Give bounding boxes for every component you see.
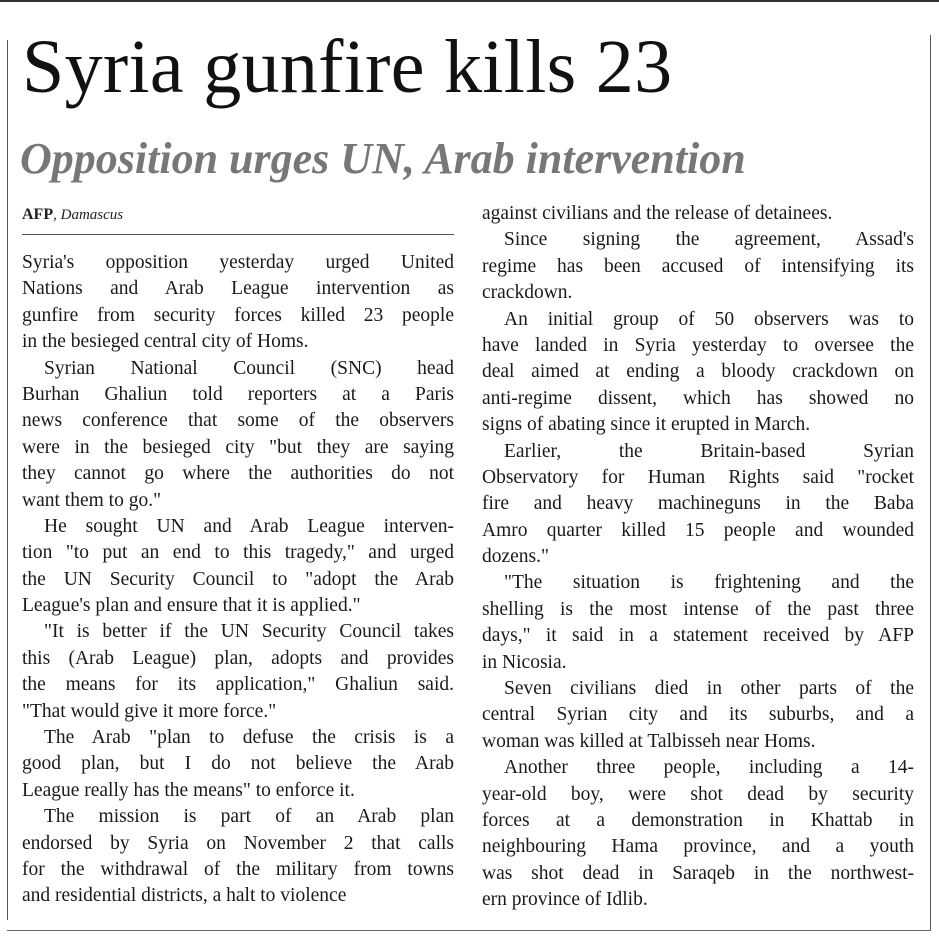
- paragraph-line: the UN Security Council to "adopt the Arab: [22, 568, 454, 590]
- bottom-border-rule: [7, 930, 931, 931]
- paragraph-line: anti-regime dissent, which has showed no: [482, 387, 914, 409]
- paragraph-line: for the withdrawal of the military from towns: [22, 858, 454, 880]
- byline-separator: ,: [53, 207, 57, 223]
- article-paragraph: [22, 250, 454, 356]
- article-paragraph: [482, 201, 914, 227]
- paragraph-line: and residential districts, a halt to violence: [22, 885, 347, 907]
- paragraph-line: The Arab "plan to defuse the crisis is a: [44, 727, 454, 749]
- byline-location: Damascus: [60, 207, 124, 223]
- paragraph-line: "It is better if the UN Security Council takes: [44, 621, 454, 643]
- article-paragraph: [482, 676, 914, 755]
- article-paragraph: [482, 755, 914, 913]
- paragraph-line: in the besieged central city of Homs.: [22, 331, 309, 353]
- paragraph-line: days," it said in a statement received by AFP: [482, 625, 914, 647]
- paragraph-line: Syria's opposition yesterday urged United: [22, 252, 454, 273]
- paragraph-line: Nations and Arab League intervention as: [22, 278, 454, 300]
- paragraph-line: was shot dead in Saraqeb in the northwest-: [482, 862, 914, 884]
- paragraph-line: Seven civilians died in other parts of the: [504, 678, 914, 700]
- paragraph-line: they cannot go where the authorities do not: [22, 463, 454, 485]
- paragraph-line: good plan, but I do not believe the Arab: [22, 753, 454, 775]
- paragraph-line: League's plan and ensure that it is applied.": [22, 595, 361, 617]
- paragraph-line: Amro quarter killed 15 people and wounded: [482, 519, 914, 541]
- article-paragraph: [22, 619, 454, 725]
- paragraph-line: crackdown.: [482, 282, 573, 304]
- article-paragraph: [482, 570, 914, 676]
- article-column-left: [22, 250, 454, 925]
- paragraph-line: central Syrian city and its suburbs, and a: [482, 704, 914, 726]
- paragraph-line: League really has the means" to enforce it.: [22, 779, 355, 801]
- headline: Syria gunfire kills 23: [22, 25, 673, 109]
- paragraph-line: the means for its application," Ghaliun said.: [22, 674, 454, 696]
- paragraph-line: Earlier, the Britain-based Syrian: [504, 440, 914, 462]
- paragraph-line: signs of abating since it erupted in March.: [482, 414, 811, 436]
- article-paragraph: [482, 439, 914, 571]
- paragraph-line: year-old boy, were shot dead by security: [482, 783, 914, 805]
- right-border-rule: [930, 35, 931, 930]
- byline-divider: [22, 234, 454, 235]
- paragraph-line: Another three people, including a 14-: [504, 757, 914, 779]
- paragraph-line: in Nicosia.: [482, 651, 567, 673]
- left-border-rule: [7, 40, 8, 920]
- paragraph-line: gunfire from security forces killed 23 people: [22, 304, 454, 326]
- article-paragraph: [482, 307, 914, 439]
- paragraph-line: Since signing the agreement, Assad's: [504, 229, 914, 251]
- paragraph-line: "That would give it more force.": [22, 700, 277, 722]
- paragraph-line: neighbouring Hama province, and a youth: [482, 836, 914, 858]
- paragraph-line: were in the besieged city "but they are saying: [22, 436, 454, 458]
- paragraph-line: this (Arab League) plan, adopts and provides: [22, 647, 454, 669]
- paragraph-line: dozens.": [482, 546, 549, 568]
- byline-agency: AFP: [22, 206, 54, 223]
- subheadline: Opposition urges UN, Arab intervention: [20, 134, 746, 183]
- paragraph-line: fire and heavy machineguns in the Baba: [482, 493, 914, 515]
- paragraph-line: The mission is part of an Arab plan: [44, 806, 454, 828]
- top-border-rule: [0, 0, 939, 2]
- paragraph-line: "The situation is frightening and the: [504, 572, 914, 594]
- byline: [22, 205, 454, 225]
- article-paragraph: [22, 725, 454, 804]
- article-paragraph: [482, 227, 914, 306]
- paragraph-line: news conference that some of the observers: [22, 410, 454, 432]
- paragraph-line: Syrian National Council (SNC) head: [44, 357, 454, 379]
- article-paragraph: [22, 804, 454, 910]
- paragraph-line: woman was killed at Talbisseh near Homs.: [482, 730, 816, 752]
- paragraph-line: forces at a demonstration in Khattab in: [482, 809, 914, 831]
- article-paragraph: [22, 356, 454, 514]
- paragraph-line: Burhan Ghaliun told reporters at a Paris: [22, 383, 454, 405]
- paragraph-line: have landed in Syria yesterday to oversee the: [482, 334, 914, 356]
- article-paragraph: [22, 514, 454, 620]
- paragraph-line: An initial group of 50 observers was to: [504, 308, 914, 330]
- paragraph-line: ern province of Idlib.: [482, 889, 648, 911]
- paragraph-line: endorsed by Syria on November 2 that calls: [22, 832, 454, 854]
- article-column-right: [482, 201, 914, 926]
- paragraph-line: tion "to put an end to this tragedy," and urged: [22, 542, 454, 564]
- paragraph-line: want them to go.": [22, 489, 162, 511]
- paragraph-line: regime has been accused of intensifying its: [482, 255, 914, 277]
- paragraph-line: He sought UN and Arab League interven-: [44, 515, 454, 537]
- paragraph-line: shelling is the most intense of the past three: [482, 598, 914, 620]
- paragraph-line: Observatory for Human Rights said "rocket: [482, 466, 914, 488]
- paragraph-line: deal aimed at ending a bloody crackdown on: [482, 361, 914, 383]
- paragraph-line: against civilians and the release of detainees.: [482, 203, 833, 224]
